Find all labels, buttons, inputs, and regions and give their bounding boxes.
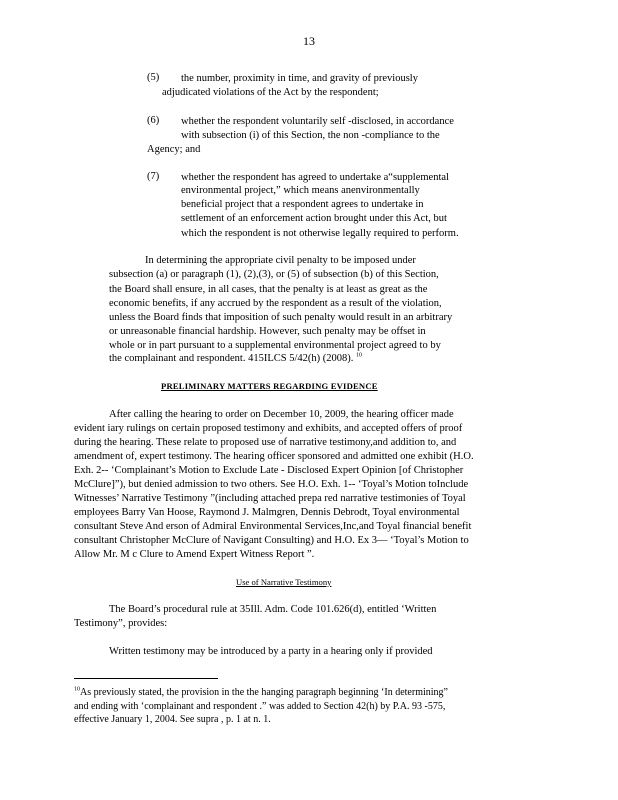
quote-line: the Board shall ensure, in all cases, that the penalty is at least as great as the	[109, 284, 428, 295]
footnote-separator	[74, 678, 218, 679]
quote-line: unless the Board finds that imposition of such penalty would result in an arbitrary	[109, 312, 453, 323]
quote-line: or unreasonable financial hardship. However, such penalty may be offset in	[109, 326, 426, 337]
body-line: Exh. 2-- ‘Complainant’s Motion to Exclude Late - Disclosed Expert Opinion [of Christopher	[74, 465, 464, 476]
list-item-line: whether the respondent voluntarily self -disclosed, in accordance	[181, 116, 454, 127]
footnote-line	[74, 686, 448, 699]
quote-line: economic benefits, if any accrued by the respondent as a result of the violation,	[109, 298, 442, 309]
body-line: employees Barry Van Hoose, Raymond J. Malmgren, Dennis Debrodt, Toyal environmental	[74, 507, 460, 518]
footnote-text: As previously stated, the provision in the the hanging paragraph beginning ‘In determining”	[80, 687, 448, 698]
body-line: consultant Steve And erson of Admiral Environmental Services,Inc,and Toyal financial benefit	[74, 521, 472, 532]
body-line: consultant Christopher McClure of Navigant Consulting) and H.O. Ex 3— ‘Toyal’s Motion to	[74, 535, 469, 546]
body-line: Testimony”, provides:	[74, 618, 168, 629]
body-line: Witnesses’ Narrative Testimony ”(including attached prepa red narrative testimonies of Toyal	[74, 493, 466, 504]
list-item-line: settlement of an enforcement action brought under this Act, but	[181, 213, 447, 224]
list-item-line: Agency; and	[147, 144, 201, 155]
body-line: evident iary rulings on certain proposed testimony and exhibits, and accepted offers of proof	[74, 423, 463, 434]
list-item-line: environmental project,” which means anenvironmentally	[181, 185, 420, 196]
page-number: 13	[303, 34, 315, 48]
list-item-line: the number, proximity in time, and gravity of previously	[181, 73, 418, 84]
list-item-line: adjudicated violations of the Act by the respondent;	[162, 87, 379, 98]
list-item-number: (6)	[147, 115, 160, 126]
footnote-line: effective January 1, 2004. See supra , p. 1 at n. 1.	[74, 714, 271, 725]
quote-line	[109, 352, 362, 365]
body-line: amendment of, expert testimony. The hearing officer sponsored and admitted one exhibit (H.O.	[74, 451, 474, 462]
quote-line: whole or in part pursuant to a supplemental environmental project agreed to by	[109, 340, 441, 351]
body-line: during the hearing. These relate to proposed use of narrative testimony,and addition to, and	[74, 437, 457, 448]
list-item-line: beneficial project that a respondent agrees to undertake in	[181, 199, 424, 210]
list-item-line: with subsection (i) of this Section, the non -compliance to the	[181, 130, 440, 141]
list-item-number: (5)	[147, 72, 160, 83]
quote-line-text: the complainant and respondent. 415ILCS 5/42(h) (2008).	[109, 353, 354, 364]
footnote-number: 10	[74, 686, 80, 693]
list-item-line: which the respondent is not otherwise legally required to perform.	[181, 228, 459, 239]
footnote-line: and ending with ‘complainant and respondent .” was added to Section 42(h) by P.A. 93 -575,	[74, 701, 446, 712]
section-heading-preliminary: PRELIMINARY MATTERS REGARDING EVIDENCE	[161, 381, 378, 391]
body-line: McClure]”), but denied admission to two others. See H.O. Exh. 1-- ‘Toyal’s Motion toInclude	[74, 479, 469, 490]
body-line: Allow Mr. M c Clure to Amend Expert Witness Report ”.	[74, 549, 315, 560]
quote-line: In determining the appropriate civil penalty to be imposed under	[145, 255, 416, 266]
body-line: The Board’s procedural rule at 35Ill. Adm. Code 101.626(d), entitled ‘Written	[109, 604, 437, 615]
body-line: After calling the hearing to order on December 10, 2009, the hearing officer made	[109, 409, 454, 420]
list-item-line: whether the respondent has agreed to undertake a“supplemental	[181, 172, 449, 183]
quoted-rule-line: Written testimony may be introduced by a party in a hearing only if provided	[109, 646, 433, 657]
list-item-number: (7)	[147, 171, 160, 182]
section-heading-narrative: Use of Narrative Testimony	[236, 577, 332, 587]
footnote-marker: 10	[356, 352, 362, 359]
quote-line: subsection (a) or paragraph (1), (2),(3), or (5) of subsection (b) of this Section,	[109, 269, 439, 280]
